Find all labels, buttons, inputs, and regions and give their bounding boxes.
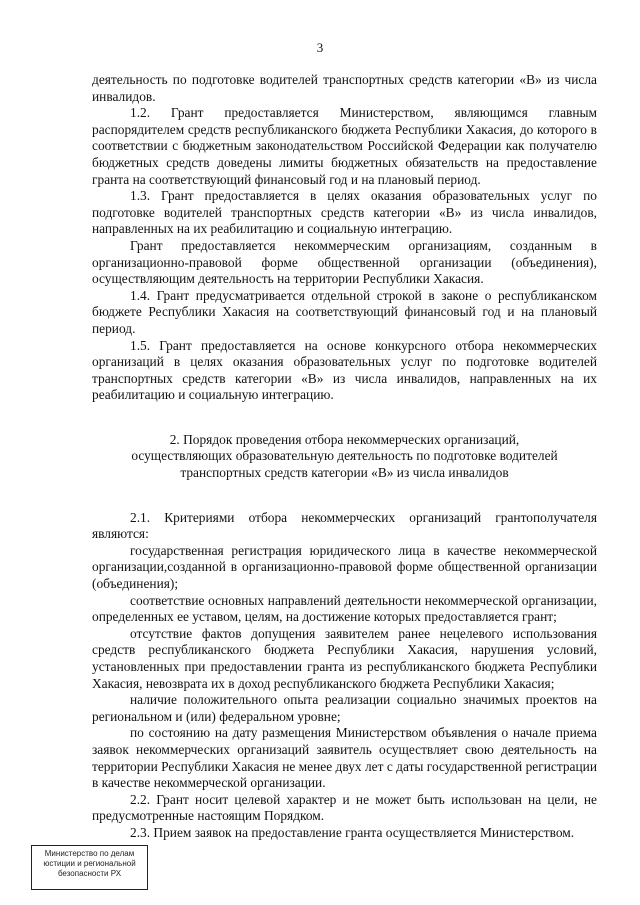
page-number: 3	[316, 40, 324, 55]
section-heading-line-1: 2. Порядок проведения отбора некоммерческих организаций,	[169, 431, 520, 447]
paragraph-1-2: 1.2. Грант предоставляется Министерством, являющимся главным распорядителем средств республиканского бюджета Республики Хакасия, до которого в соответствии с бюджетным законодательством Российской Федерации как получателю бюджетных средств доведены лимиты бюджетных обязательств на предоставление гранта на соответствующий финансовый год и на плановый период.	[92, 105, 597, 187]
criterion-duration: по состоянию на дату размещения Министерством объявления о начале приема заявок некоммерческих организаций заявитель осуществляет свою деятельность на территории Республики Хакасия не менее двух лет с даты государственной регистрации в качестве некоммерческой организации.	[92, 725, 597, 791]
paragraph: деятельность по подготовке водителей транспортных средств категории «В» из числа инвалидов.	[92, 72, 597, 104]
ministry-stamp	[31, 845, 148, 890]
paragraph-1-5: 1.5. Грант предоставляется на основе конкурсного отбора некоммерческих организаций в целях оказания образовательных услуг по подготовке водителей транспортных средств категории «В» из числа инвалидов, направленных на их реабилитацию и социальную интеграцию.	[92, 337, 597, 403]
paragraph-1-3: 1.3. Грант предоставляется в целях оказания образовательных услуг по подготовке водителей транспортных средств категории «В» из числа инвалидов, направленных на их реабилитацию и социальную интеграцию.	[92, 188, 597, 237]
section-heading-line-2: осуществляющих образовательную деятельность по подготовке водителей	[131, 448, 558, 464]
paragraph-2-1: 2.1. Критериями отбора некоммерческих организаций грантополучателя являются:	[92, 509, 597, 542]
paragraph-2-2: 2.2. Грант носит целевой характер и не может быть использован на цели, не предусмотренные настоящим Порядком.	[92, 791, 597, 824]
stamp-line-3: безопасности РХ	[57, 869, 122, 878]
paragraph-2-3: 2.3. Прием заявок на предоставление гранта осуществляется Министерством.	[130, 824, 575, 840]
criterion-activity: соответствие основных направлений деятельности некоммерческой организации, определенных ее уставом, целям, на достижение которых предоставляется грант;	[92, 592, 597, 625]
document-body	[92, 72, 597, 842]
criterion-experience: наличие положительного опыта реализации социально значимых проектов на региональном и (или) федеральном уровне;	[92, 692, 597, 724]
paragraph-1-4: 1.4. Грант предусматривается отдельной строкой в законе о республиканском бюджете Республики Хакасия на соответствующий финансовый год и на плановый период.	[92, 287, 597, 336]
stamp-line-1: Министерство по делам	[44, 849, 135, 858]
criterion-registration: государственная регистрация юридического лица в качестве некоммерческой организации,созданной в организационно-правовой форме общественной организации (объединения);	[92, 542, 597, 592]
stamp-line-2: юстиции и региональной	[43, 859, 136, 868]
section-heading-line-3: транспортных средств категории «В» из числа инвалидов	[180, 465, 509, 481]
criterion-no-misuse: отсутствие фактов допущения заявителем ранее нецелевого использования средств республиканского бюджета Республики Хакасия, нарушения условий, установленных при предоставлении гранта из республиканского бюджета Республики Хакасия, невозврата их в доход республиканского бюджета Республики Хакасия;	[92, 625, 597, 691]
paragraph-grant-recipients: Грант предоставляется некоммерческим организациям, созданным в организационно-правовой форме общественной организации (объединения), осуществляющим деятельность на территории Республики Хакасия.	[92, 237, 597, 287]
